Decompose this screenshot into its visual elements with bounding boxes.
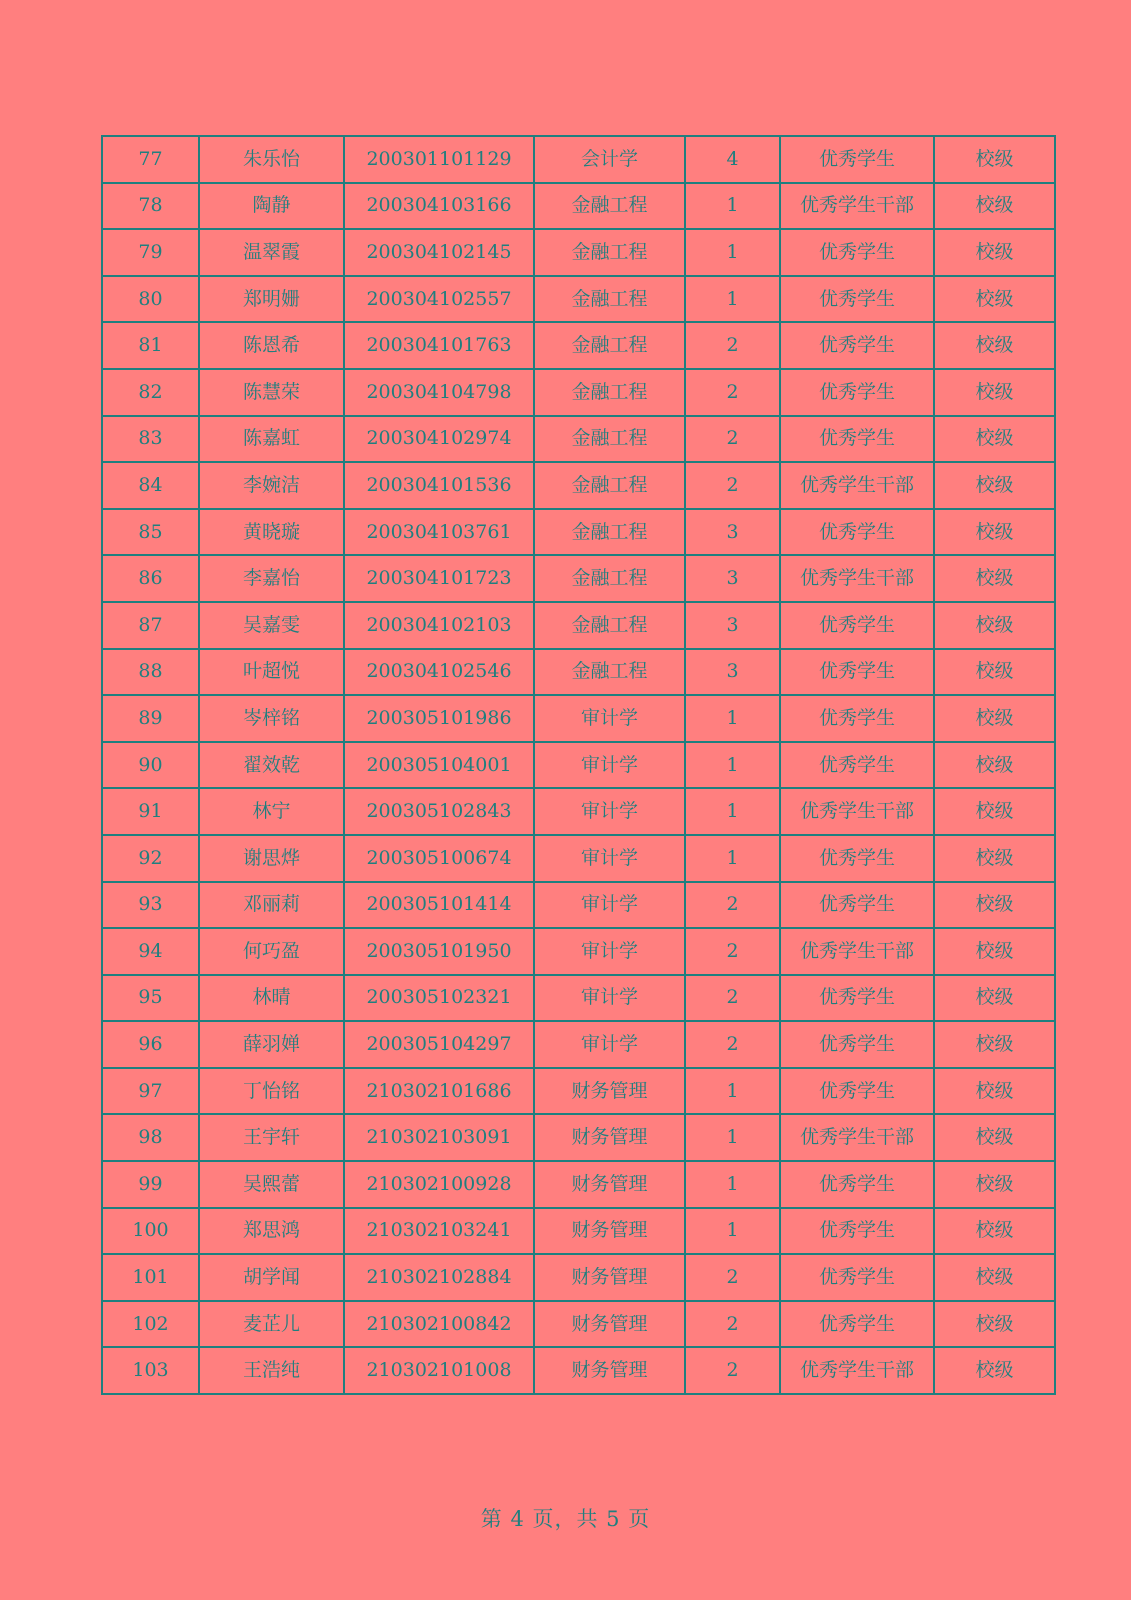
- grade-cell: 1: [685, 1208, 780, 1255]
- row-number-cell: 87: [102, 602, 199, 649]
- row-number-cell: 97: [102, 1068, 199, 1115]
- row-number-cell: 94: [102, 928, 199, 975]
- major-cell: 财务管理: [534, 1161, 685, 1208]
- table-row: [102, 229, 1055, 276]
- row-number-cell: 102: [102, 1301, 199, 1348]
- award-title-cell: 优秀学生干部: [780, 928, 934, 975]
- student-name-cell: 吴熙蕾: [199, 1161, 344, 1208]
- major-cell: 金融工程: [534, 276, 685, 323]
- table-row: [102, 555, 1055, 602]
- award-title-cell: 优秀学生: [780, 649, 934, 696]
- award-level-cell: 校级: [934, 462, 1055, 509]
- award-level-cell: 校级: [934, 1161, 1055, 1208]
- student-name-cell: 李嘉怡: [199, 555, 344, 602]
- grade-cell: 2: [685, 1347, 780, 1394]
- table-row: [102, 788, 1055, 835]
- award-level-cell: 校级: [934, 602, 1055, 649]
- major-cell: 会计学: [534, 136, 685, 183]
- award-title-cell: 优秀学生干部: [780, 462, 934, 509]
- table-row: [102, 1114, 1055, 1161]
- grade-cell: 2: [685, 928, 780, 975]
- student-id-cell: 210302100842: [344, 1301, 534, 1348]
- student-name-cell: 薛羽婵: [199, 1021, 344, 1068]
- row-number-cell: 91: [102, 788, 199, 835]
- award-level-cell: 校级: [934, 649, 1055, 696]
- student-id-cell: 200305104001: [344, 742, 534, 789]
- table-row: [102, 509, 1055, 556]
- table-row: [102, 649, 1055, 696]
- award-level-cell: 校级: [934, 1347, 1055, 1394]
- student-id-cell: 200304104798: [344, 369, 534, 416]
- major-cell: 金融工程: [534, 602, 685, 649]
- table-row: [102, 1021, 1055, 1068]
- table-row: [102, 602, 1055, 649]
- major-cell: 财务管理: [534, 1208, 685, 1255]
- award-title-cell: 优秀学生干部: [780, 1347, 934, 1394]
- student-id-cell: 200304102546: [344, 649, 534, 696]
- student-id-cell: 200304101763: [344, 322, 534, 369]
- major-cell: 审计学: [534, 928, 685, 975]
- award-level-cell: 校级: [934, 1254, 1055, 1301]
- row-number-cell: 98: [102, 1114, 199, 1161]
- award-title-cell: 优秀学生: [780, 1301, 934, 1348]
- major-cell: 财务管理: [534, 1254, 685, 1301]
- award-level-cell: 校级: [934, 555, 1055, 602]
- award-title-cell: 优秀学生: [780, 322, 934, 369]
- award-title-cell: 优秀学生: [780, 602, 934, 649]
- award-level-cell: 校级: [934, 1114, 1055, 1161]
- award-title-cell: 优秀学生: [780, 1254, 934, 1301]
- student-id-cell: 200305100674: [344, 835, 534, 882]
- student-id-cell: 200301101129: [344, 136, 534, 183]
- student-id-cell: 200304101536: [344, 462, 534, 509]
- student-name-cell: 翟效乾: [199, 742, 344, 789]
- table-row: [102, 183, 1055, 230]
- table-body: [102, 136, 1055, 1394]
- student-name-cell: 陈慧荣: [199, 369, 344, 416]
- student-id-cell: 200305102321: [344, 975, 534, 1022]
- row-number-cell: 77: [102, 136, 199, 183]
- award-title-cell: 优秀学生: [780, 276, 934, 323]
- award-title-cell: 优秀学生: [780, 136, 934, 183]
- row-number-cell: 82: [102, 369, 199, 416]
- table-row: [102, 136, 1055, 183]
- grade-cell: 1: [685, 835, 780, 882]
- major-cell: 财务管理: [534, 1301, 685, 1348]
- grade-cell: 2: [685, 369, 780, 416]
- table-row: [102, 1301, 1055, 1348]
- award-level-cell: 校级: [934, 1301, 1055, 1348]
- table-row: [102, 835, 1055, 882]
- award-title-cell: 优秀学生干部: [780, 555, 934, 602]
- grade-cell: 2: [685, 975, 780, 1022]
- grade-cell: 3: [685, 602, 780, 649]
- student-id-cell: 200305104297: [344, 1021, 534, 1068]
- grade-cell: 2: [685, 416, 780, 463]
- row-number-cell: 92: [102, 835, 199, 882]
- award-level-cell: 校级: [934, 416, 1055, 463]
- student-id-cell: 200304101723: [344, 555, 534, 602]
- grade-cell: 2: [685, 1301, 780, 1348]
- award-title-cell: 优秀学生: [780, 509, 934, 556]
- table-row: [102, 975, 1055, 1022]
- award-level-cell: 校级: [934, 788, 1055, 835]
- award-level-cell: 校级: [934, 928, 1055, 975]
- student-name-cell: 岑梓铭: [199, 695, 344, 742]
- major-cell: 金融工程: [534, 509, 685, 556]
- award-level-cell: 校级: [934, 695, 1055, 742]
- grade-cell: 3: [685, 555, 780, 602]
- table-row: [102, 742, 1055, 789]
- row-number-cell: 89: [102, 695, 199, 742]
- student-name-cell: 陈嘉虹: [199, 416, 344, 463]
- student-name-cell: 何巧盈: [199, 928, 344, 975]
- student-id-cell: 200304102557: [344, 276, 534, 323]
- student-name-cell: 林宁: [199, 788, 344, 835]
- table-row: [102, 882, 1055, 929]
- table-row: [102, 1254, 1055, 1301]
- award-level-cell: 校级: [934, 1068, 1055, 1115]
- major-cell: 金融工程: [534, 322, 685, 369]
- award-title-cell: 优秀学生: [780, 882, 934, 929]
- student-id-cell: 210302103091: [344, 1114, 534, 1161]
- major-cell: 金融工程: [534, 183, 685, 230]
- page-number-footer: 第 4 页，共 5 页: [480, 1507, 651, 1531]
- grade-cell: 1: [685, 1068, 780, 1115]
- award-level-cell: 校级: [934, 509, 1055, 556]
- row-number-cell: 79: [102, 229, 199, 276]
- row-number-cell: 95: [102, 975, 199, 1022]
- grade-cell: 2: [685, 1021, 780, 1068]
- award-level-cell: 校级: [934, 835, 1055, 882]
- student-name-cell: 胡学闻: [199, 1254, 344, 1301]
- major-cell: 财务管理: [534, 1068, 685, 1115]
- row-number-cell: 101: [102, 1254, 199, 1301]
- grade-cell: 1: [685, 695, 780, 742]
- row-number-cell: 88: [102, 649, 199, 696]
- award-level-cell: 校级: [934, 322, 1055, 369]
- award-level-cell: 校级: [934, 183, 1055, 230]
- row-number-cell: 80: [102, 276, 199, 323]
- award-title-cell: 优秀学生: [780, 1161, 934, 1208]
- grade-cell: 1: [685, 229, 780, 276]
- row-number-cell: 99: [102, 1161, 199, 1208]
- award-level-cell: 校级: [934, 276, 1055, 323]
- student-id-cell: 200304102974: [344, 416, 534, 463]
- row-number-cell: 90: [102, 742, 199, 789]
- student-name-cell: 朱乐怡: [199, 136, 344, 183]
- table-row: [102, 1347, 1055, 1394]
- student-name-cell: 谢思烨: [199, 835, 344, 882]
- grade-cell: 3: [685, 649, 780, 696]
- grade-cell: 3: [685, 509, 780, 556]
- awards-table: [101, 135, 1056, 1395]
- student-id-cell: 200305101414: [344, 882, 534, 929]
- grade-cell: 1: [685, 276, 780, 323]
- row-number-cell: 81: [102, 322, 199, 369]
- award-level-cell: 校级: [934, 1021, 1055, 1068]
- row-number-cell: 100: [102, 1208, 199, 1255]
- award-title-cell: 优秀学生干部: [780, 788, 934, 835]
- major-cell: 金融工程: [534, 462, 685, 509]
- student-name-cell: 郑明姗: [199, 276, 344, 323]
- student-id-cell: 200304103166: [344, 183, 534, 230]
- student-name-cell: 丁怡铭: [199, 1068, 344, 1115]
- row-number-cell: 78: [102, 183, 199, 230]
- row-number-cell: 86: [102, 555, 199, 602]
- award-title-cell: 优秀学生: [780, 742, 934, 789]
- award-title-cell: 优秀学生: [780, 1021, 934, 1068]
- award-title-cell: 优秀学生: [780, 835, 934, 882]
- grade-cell: 4: [685, 136, 780, 183]
- student-name-cell: 林晴: [199, 975, 344, 1022]
- award-level-cell: 校级: [934, 975, 1055, 1022]
- student-id-cell: 200304103761: [344, 509, 534, 556]
- awards-table-container: [101, 135, 1054, 1395]
- award-level-cell: 校级: [934, 882, 1055, 929]
- table-row: [102, 416, 1055, 463]
- row-number-cell: 83: [102, 416, 199, 463]
- student-id-cell: 210302101008: [344, 1347, 534, 1394]
- major-cell: 金融工程: [534, 369, 685, 416]
- major-cell: 财务管理: [534, 1114, 685, 1161]
- grade-cell: 1: [685, 1114, 780, 1161]
- student-name-cell: 叶超悦: [199, 649, 344, 696]
- student-id-cell: 200305102843: [344, 788, 534, 835]
- student-name-cell: 李婉洁: [199, 462, 344, 509]
- major-cell: 审计学: [534, 695, 685, 742]
- student-name-cell: 麦芷儿: [199, 1301, 344, 1348]
- student-name-cell: 王宇轩: [199, 1114, 344, 1161]
- student-id-cell: 200305101986: [344, 695, 534, 742]
- row-number-cell: 96: [102, 1021, 199, 1068]
- award-title-cell: 优秀学生干部: [780, 183, 934, 230]
- row-number-cell: 103: [102, 1347, 199, 1394]
- row-number-cell: 85: [102, 509, 199, 556]
- award-level-cell: 校级: [934, 742, 1055, 789]
- row-number-cell: 93: [102, 882, 199, 929]
- grade-cell: 1: [685, 788, 780, 835]
- student-id-cell: 210302102884: [344, 1254, 534, 1301]
- major-cell: 金融工程: [534, 649, 685, 696]
- award-title-cell: 优秀学生: [780, 229, 934, 276]
- grade-cell: 2: [685, 1254, 780, 1301]
- grade-cell: 1: [685, 742, 780, 789]
- table-row: [102, 928, 1055, 975]
- major-cell: 审计学: [534, 1021, 685, 1068]
- student-id-cell: 200304102103: [344, 602, 534, 649]
- award-title-cell: 优秀学生: [780, 975, 934, 1022]
- major-cell: 金融工程: [534, 555, 685, 602]
- table-row: [102, 276, 1055, 323]
- student-id-cell: 210302100928: [344, 1161, 534, 1208]
- student-name-cell: 吴嘉雯: [199, 602, 344, 649]
- grade-cell: 1: [685, 1161, 780, 1208]
- grade-cell: 2: [685, 322, 780, 369]
- grade-cell: 2: [685, 462, 780, 509]
- student-name-cell: 郑思鸿: [199, 1208, 344, 1255]
- row-number-cell: 84: [102, 462, 199, 509]
- major-cell: 金融工程: [534, 416, 685, 463]
- table-row: [102, 695, 1055, 742]
- student-id-cell: 200304102145: [344, 229, 534, 276]
- award-level-cell: 校级: [934, 1208, 1055, 1255]
- table-row: [102, 1208, 1055, 1255]
- student-name-cell: 陈恩希: [199, 322, 344, 369]
- major-cell: 审计学: [534, 788, 685, 835]
- award-title-cell: 优秀学生: [780, 1208, 934, 1255]
- student-id-cell: 210302101686: [344, 1068, 534, 1115]
- student-name-cell: 黄晓璇: [199, 509, 344, 556]
- grade-cell: 2: [685, 882, 780, 929]
- student-name-cell: 王浩纯: [199, 1347, 344, 1394]
- major-cell: 审计学: [534, 975, 685, 1022]
- table-row: [102, 1161, 1055, 1208]
- award-level-cell: 校级: [934, 369, 1055, 416]
- student-name-cell: 温翠霞: [199, 229, 344, 276]
- major-cell: 财务管理: [534, 1347, 685, 1394]
- table-row: [102, 462, 1055, 509]
- student-id-cell: 200305101950: [344, 928, 534, 975]
- student-name-cell: 邓丽莉: [199, 882, 344, 929]
- table-row: [102, 369, 1055, 416]
- student-id-cell: 210302103241: [344, 1208, 534, 1255]
- award-level-cell: 校级: [934, 136, 1055, 183]
- award-level-cell: 校级: [934, 229, 1055, 276]
- student-name-cell: 陶静: [199, 183, 344, 230]
- award-title-cell: 优秀学生: [780, 1068, 934, 1115]
- table-row: [102, 1068, 1055, 1115]
- major-cell: 审计学: [534, 742, 685, 789]
- award-title-cell: 优秀学生干部: [780, 1114, 934, 1161]
- award-title-cell: 优秀学生: [780, 369, 934, 416]
- major-cell: 审计学: [534, 882, 685, 929]
- award-title-cell: 优秀学生: [780, 695, 934, 742]
- grade-cell: 1: [685, 183, 780, 230]
- table-row: [102, 322, 1055, 369]
- major-cell: 审计学: [534, 835, 685, 882]
- award-title-cell: 优秀学生: [780, 416, 934, 463]
- major-cell: 金融工程: [534, 229, 685, 276]
